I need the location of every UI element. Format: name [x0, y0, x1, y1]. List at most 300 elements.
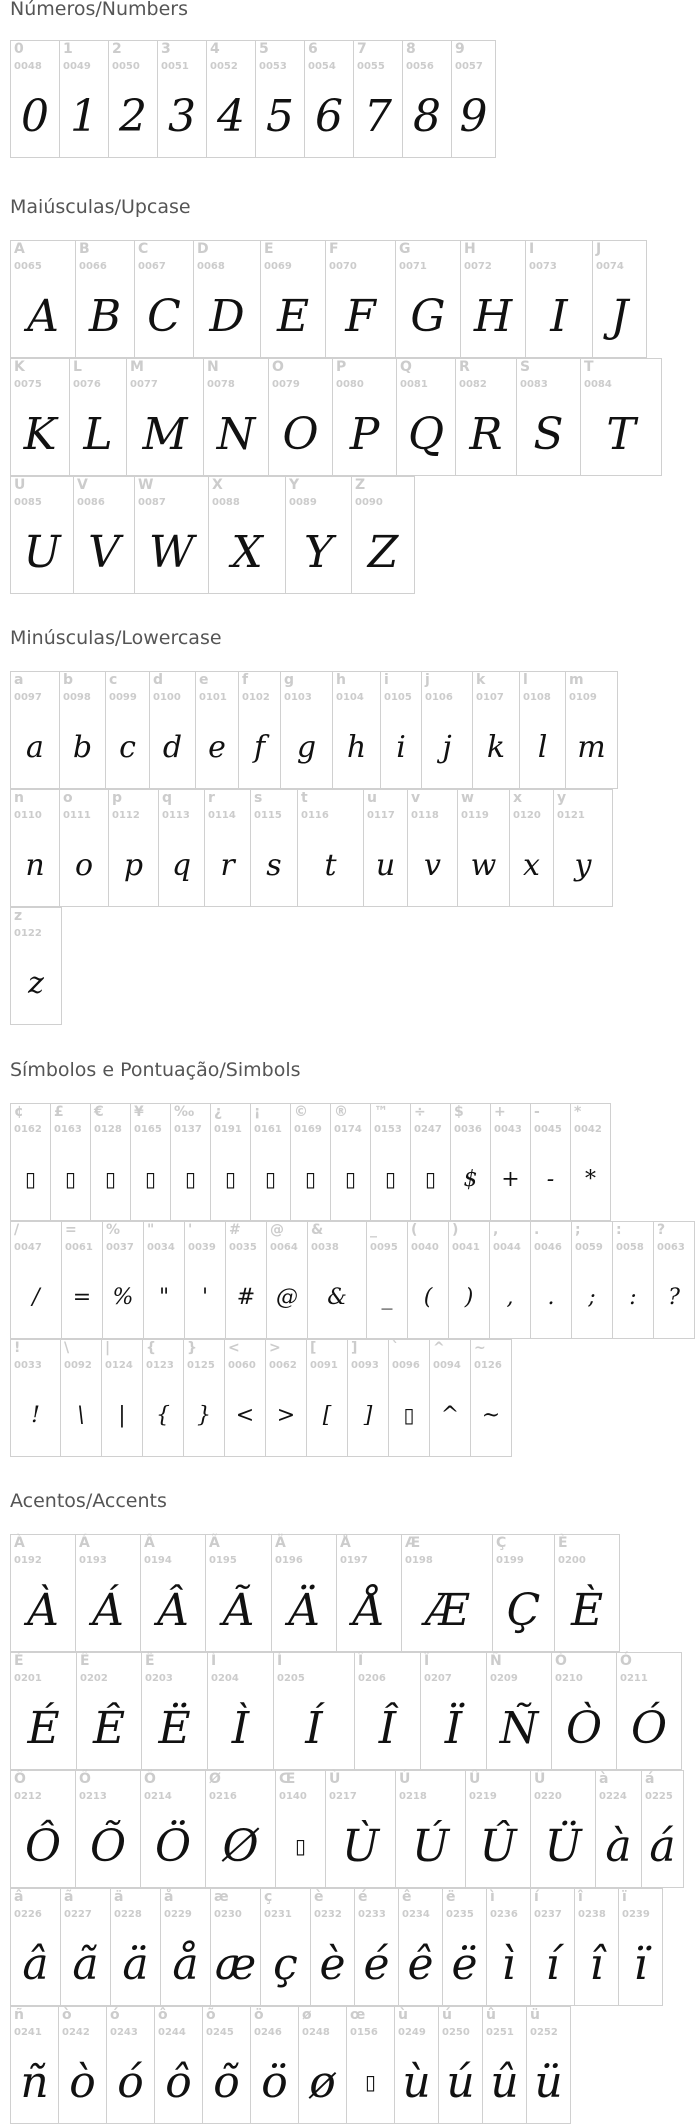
glyph-cell — [472, 671, 520, 789]
glyph-code: 0110 — [14, 810, 42, 821]
glyph-code: 0034 — [147, 1242, 175, 1253]
glyph-code: 0243 — [110, 2027, 138, 2038]
glyph-sample: ä — [122, 1938, 149, 1990]
glyph-code: 0228 — [114, 1909, 142, 1920]
glyph-label: * — [574, 1104, 582, 1120]
glyph-cell — [10, 358, 70, 476]
glyph-code: 0203 — [145, 1673, 173, 1684]
glyph-cell — [395, 240, 461, 358]
glyph-label: 7 — [357, 41, 367, 57]
glyph-cell — [10, 1103, 51, 1221]
glyph-cell — [266, 1221, 308, 1339]
glyph-label: ö — [254, 2007, 264, 2023]
glyph-sample: æ — [214, 1938, 257, 1990]
glyph-cell — [250, 1103, 291, 1221]
glyph-sample: ▯ — [424, 1167, 436, 1191]
glyph-code: 0106 — [425, 692, 453, 703]
glyph-sample: < — [235, 1402, 255, 1428]
glyph-sample: Æ — [424, 1584, 470, 1636]
glyph-code: 0088 — [212, 497, 240, 508]
glyph-code: 0205 — [277, 1673, 305, 1684]
glyph-cell — [10, 671, 60, 789]
glyph-row — [10, 2006, 683, 2124]
glyph-cell — [10, 1339, 61, 1457]
glyph-code: 0065 — [14, 261, 42, 272]
glyph-label: z — [14, 908, 23, 924]
glyph-label: y — [557, 790, 567, 806]
glyph-cell — [351, 476, 415, 594]
glyph-sample: Â — [157, 1584, 189, 1636]
glyph-label: , — [493, 1222, 499, 1238]
glyph-code: 0116 — [301, 810, 329, 821]
glyph-code: 0097 — [14, 692, 42, 703]
glyph-sample: î — [589, 1938, 604, 1990]
glyph-cell — [50, 1103, 91, 1221]
glyph-row — [10, 789, 617, 907]
glyph-label: Ç — [496, 1535, 507, 1551]
glyph-code: 0161 — [254, 1124, 282, 1135]
glyph-grid-accents — [10, 1534, 683, 2124]
glyph-code: 0048 — [14, 61, 42, 72]
glyph-cell — [10, 907, 62, 1025]
glyph-cell — [108, 789, 159, 907]
glyph-label: R — [459, 359, 470, 375]
glyph-label: \ — [64, 1340, 70, 1356]
glyph-code: 0060 — [228, 1360, 256, 1371]
glyph-label: Í — [277, 1653, 283, 1669]
glyph-label: è — [314, 1889, 324, 1905]
glyph-label: ê — [402, 1889, 412, 1905]
glyph-label: I — [529, 241, 535, 257]
glyph-code: 0252 — [530, 2027, 558, 2038]
glyph-cell — [354, 1652, 421, 1770]
glyph-cell — [154, 2006, 203, 2124]
glyph-cell — [354, 1888, 399, 2006]
glyph-sample: " — [158, 1284, 170, 1310]
glyph-code: 0092 — [64, 1360, 92, 1371]
glyph-cell — [183, 1339, 225, 1457]
glyph-sample: y — [574, 847, 592, 883]
glyph-code: 0230 — [214, 1909, 242, 1920]
glyph-cell — [490, 1103, 531, 1221]
glyph-cell — [149, 671, 196, 789]
glyph-sample: F — [345, 290, 376, 342]
glyph-sample: ñ — [20, 2056, 49, 2108]
glyph-sample: Ø — [222, 1820, 259, 1872]
glyph-label: Ò — [555, 1653, 567, 1669]
glyph-label: Ö — [144, 1771, 156, 1787]
glyph-code: 0101 — [199, 692, 227, 703]
glyph-code: 0119 — [461, 810, 489, 821]
glyph-sample: % — [112, 1284, 134, 1310]
glyph-sample: 2 — [119, 90, 147, 142]
glyph-code: 0058 — [616, 1242, 644, 1253]
glyph-cell — [202, 2006, 251, 2124]
glyph-sample: Ñ — [499, 1702, 539, 1754]
glyph-cell — [429, 1339, 471, 1457]
glyph-label: Õ — [79, 1771, 91, 1787]
glyph-label: t — [301, 790, 308, 806]
glyph-code: 0057 — [455, 61, 483, 72]
glyph-cell — [275, 1770, 326, 1888]
glyph-cell — [76, 1652, 142, 1770]
glyph-sample: S — [533, 408, 564, 460]
glyph-cell — [304, 40, 354, 158]
glyph-sample: ô — [165, 2056, 192, 2108]
glyph-label: ì — [490, 1889, 495, 1905]
glyph-cell — [653, 1221, 695, 1339]
glyph-cell — [224, 1339, 266, 1457]
glyph-label: H — [464, 241, 476, 257]
glyph-cell — [285, 476, 352, 594]
glyph-sample: Û — [479, 1820, 517, 1872]
glyph-label: 6 — [308, 41, 318, 57]
glyph-cell — [460, 240, 526, 358]
glyph-cell — [465, 1770, 531, 1888]
glyph-sample: Î — [378, 1702, 397, 1754]
glyph-label: Ü — [534, 1771, 546, 1787]
glyph-cell — [142, 1339, 184, 1457]
glyph-code: 0094 — [433, 1360, 461, 1371]
glyph-code: 0226 — [14, 1909, 42, 1920]
glyph-cell — [108, 40, 158, 158]
glyph-sample: Ç — [506, 1584, 541, 1636]
glyph-sample: Á — [92, 1584, 124, 1636]
glyph-code: 0251 — [486, 2027, 514, 2038]
glyph-sample: N — [216, 408, 256, 460]
glyph-sample: ▯ — [384, 1167, 396, 1191]
glyph-code: 0037 — [106, 1242, 134, 1253]
glyph-label: Ê — [80, 1653, 90, 1669]
glyph-cell — [59, 671, 106, 789]
glyph-sample: 5 — [266, 90, 294, 142]
glyph-sample: / — [32, 1284, 40, 1310]
glyph-label: å — [164, 1889, 174, 1905]
glyph-cell — [105, 671, 150, 789]
glyph-label: $ — [454, 1104, 464, 1120]
glyph-label: x — [513, 790, 523, 806]
glyph-code: 0241 — [14, 2027, 42, 2038]
glyph-code: 0250 — [442, 2027, 470, 2038]
glyph-cell — [160, 1888, 211, 2006]
glyph-sample: è — [319, 1938, 346, 1990]
glyph-cell — [489, 1221, 531, 1339]
glyph-sample: ó — [117, 2056, 144, 2108]
glyph-label: û — [486, 2007, 496, 2023]
glyph-label: G — [399, 241, 411, 257]
glyph-sample: ã — [72, 1938, 99, 1990]
glyph-label: á — [645, 1771, 655, 1787]
glyph-label: Y — [289, 477, 300, 493]
glyph-label: í — [534, 1889, 539, 1905]
glyph-sample: b — [72, 729, 93, 765]
glyph-code: 0213 — [79, 1791, 107, 1802]
glyph-label: é — [358, 1889, 368, 1905]
glyph-sample: ù — [402, 2056, 431, 2108]
glyph-label: e — [199, 672, 209, 688]
glyph-sample: > — [276, 1402, 296, 1428]
glyph-label: ` — [392, 1340, 399, 1356]
glyph-sample: z — [28, 965, 44, 1001]
glyph-label: ñ — [14, 2007, 24, 2023]
glyph-sample: ú — [446, 2056, 475, 2108]
glyph-cell — [102, 1221, 144, 1339]
glyph-code: 0165 — [134, 1124, 162, 1135]
glyph-row — [10, 671, 617, 789]
glyph-code: 0115 — [254, 810, 282, 821]
glyph-cell — [205, 1534, 272, 1652]
glyph-label: ' — [188, 1222, 193, 1238]
glyph-code: 0210 — [555, 1673, 583, 1684]
glyph-sample: } — [197, 1402, 211, 1428]
glyph-code: 0072 — [464, 261, 492, 272]
glyph-label: 3 — [161, 41, 171, 57]
glyph-label: j — [425, 672, 430, 688]
glyph-sample: ▯ — [184, 1167, 196, 1191]
glyph-sample: 6 — [315, 90, 343, 142]
glyph-code: 0070 — [329, 261, 357, 272]
glyph-code: 0220 — [534, 1791, 562, 1802]
glyph-sample: i — [396, 729, 406, 765]
glyph-label: ã — [64, 1889, 74, 1905]
glyph-code: 0041 — [452, 1242, 480, 1253]
glyph-sample: 4 — [217, 90, 245, 142]
glyph-code: 0128 — [94, 1124, 122, 1135]
glyph-cell — [388, 1339, 430, 1457]
glyph-sample: ▯ — [24, 1167, 36, 1191]
glyph-label: @ — [270, 1222, 284, 1238]
glyph-label: F — [329, 241, 339, 257]
glyph-label: X — [212, 477, 223, 493]
glyph-sample: C — [147, 290, 181, 342]
glyph-code: 0117 — [367, 810, 395, 821]
glyph-code: 0246 — [254, 2027, 282, 2038]
glyph-cell — [271, 1534, 337, 1652]
glyph-sample: 3 — [168, 90, 196, 142]
glyph-cell — [530, 1770, 596, 1888]
glyph-cell — [486, 1888, 531, 2006]
glyph-sample: h — [346, 729, 367, 765]
glyph-code: 0109 — [569, 692, 597, 703]
glyph-cell — [140, 1534, 206, 1652]
glyph-code: 0043 — [494, 1124, 522, 1135]
glyph-label: P — [336, 359, 347, 375]
glyph-code: 0046 — [534, 1242, 562, 1253]
glyph-sample: d — [162, 729, 183, 765]
glyph-code: 0234 — [402, 1909, 430, 1920]
glyph-label: m — [569, 672, 584, 688]
glyph-label: < — [228, 1340, 240, 1356]
glyph-label: 5 — [259, 41, 269, 57]
glyph-sample: = — [72, 1284, 92, 1310]
glyph-sample: Ò — [565, 1702, 603, 1754]
glyph-label: õ — [206, 2007, 216, 2023]
glyph-cell — [401, 1534, 493, 1652]
glyph-sample: V — [88, 526, 120, 578]
glyph-sample: ò — [69, 2056, 96, 2108]
glyph-label: Ú — [399, 1771, 411, 1787]
glyph-code: 0195 — [209, 1555, 237, 1566]
glyph-cell — [574, 1888, 619, 2006]
glyph-sample: I — [550, 290, 568, 342]
glyph-sample: $ — [463, 1166, 478, 1192]
glyph-code: 0199 — [496, 1555, 524, 1566]
glyph-label: À — [14, 1535, 25, 1551]
glyph-code: 0091 — [310, 1360, 338, 1371]
glyph-sample: Ê — [92, 1702, 126, 1754]
glyph-sample: õ — [213, 2056, 240, 2108]
glyph-row — [10, 476, 661, 594]
glyph-sample: Ä — [288, 1584, 320, 1636]
glyph-cell — [486, 1652, 552, 1770]
glyph-label: 8 — [406, 41, 416, 57]
glyph-label: Å — [340, 1535, 351, 1551]
glyph-sample: l — [537, 729, 548, 765]
glyph-code: 0081 — [400, 379, 428, 390]
glyph-label: 2 — [112, 41, 122, 57]
glyph-label: c — [109, 672, 118, 688]
glyph-code: 0084 — [584, 379, 612, 390]
glyph-cell — [10, 1221, 62, 1339]
glyph-sample: À — [27, 1584, 59, 1636]
glyph-cell — [255, 40, 305, 158]
glyph-code: 0077 — [130, 379, 158, 390]
glyph-label: Ø — [209, 1771, 221, 1787]
glyph-cell — [530, 1221, 572, 1339]
glyph-sample: X — [231, 526, 263, 578]
glyph-label: È — [558, 1535, 568, 1551]
glyph-label: Á — [79, 1535, 90, 1551]
glyph-code: 0079 — [272, 379, 300, 390]
glyph-cell — [482, 2006, 527, 2124]
glyph-label: } — [187, 1340, 197, 1356]
glyph-cell — [225, 1221, 267, 1339]
glyph-sample: ) — [464, 1284, 474, 1310]
glyph-code: 0122 — [14, 928, 42, 939]
glyph-code: 0036 — [454, 1124, 482, 1135]
glyph-sample: á — [649, 1820, 676, 1872]
glyph-cell — [363, 789, 408, 907]
glyph-label: n — [14, 790, 24, 806]
glyph-label: 1 — [63, 41, 73, 57]
glyph-code: 0237 — [534, 1909, 562, 1920]
glyph-code: 0068 — [197, 261, 225, 272]
glyph-code: 0137 — [174, 1124, 202, 1135]
glyph-sample: ì — [501, 1938, 516, 1990]
glyph-label: q — [162, 790, 173, 806]
glyph-code: 0089 — [289, 497, 317, 508]
glyph-sample: ▯ — [224, 1167, 236, 1191]
glyph-label: i — [384, 672, 389, 688]
glyph-cell — [69, 358, 127, 476]
glyph-label: ò — [62, 2007, 72, 2023]
glyph-sample: Ï — [444, 1702, 463, 1754]
glyph-label: ü — [530, 2007, 540, 2023]
glyph-cell — [208, 476, 286, 594]
glyph-sample: R — [469, 408, 503, 460]
glyph-sample: Ë — [158, 1702, 191, 1754]
glyph-sample: ï — [633, 1938, 648, 1990]
glyph-sample: à — [605, 1820, 632, 1872]
glyph-cell — [10, 1652, 77, 1770]
glyph-sample: ▯ — [64, 1167, 76, 1191]
glyph-code: 0113 — [162, 810, 190, 821]
glyph-code: 0086 — [77, 497, 105, 508]
glyph-cell — [184, 1221, 226, 1339]
glyph-cell — [509, 789, 554, 907]
glyph-sample: e — [208, 729, 226, 765]
glyph-code: 0200 — [558, 1555, 586, 1566]
glyph-cell — [141, 1652, 208, 1770]
glyph-label: Ù — [329, 1771, 341, 1787]
glyph-sample: J — [610, 290, 629, 342]
glyph-sample: ▯ — [294, 1834, 306, 1858]
glyph-cell — [59, 40, 109, 158]
glyph-label: ¿ — [214, 1104, 223, 1120]
glyph-sample: ( — [423, 1284, 433, 1310]
glyph-code: 0236 — [490, 1909, 518, 1920]
glyph-sample: 0 — [21, 90, 49, 142]
glyph-code: 0050 — [112, 61, 140, 72]
glyph-code: 0095 — [370, 1242, 398, 1253]
glyph-cell — [612, 1221, 654, 1339]
glyph-code: 0073 — [529, 261, 557, 272]
glyph-sample: q — [171, 847, 192, 883]
glyph-sample: ▯ — [403, 1403, 415, 1427]
glyph-sample: t — [324, 847, 337, 883]
glyph-code: 0194 — [144, 1555, 172, 1566]
glyph-sample: [ — [322, 1402, 332, 1428]
glyph-code: 0125 — [187, 1360, 215, 1371]
glyph-cell — [438, 2006, 483, 2124]
section-title-upcase: Maiúsculas/Upcase — [10, 196, 191, 218]
glyph-code: 0108 — [523, 692, 551, 703]
glyph-sample: , — [506, 1284, 514, 1310]
glyph-cell — [353, 40, 403, 158]
glyph-label: ó — [110, 2007, 120, 2023]
glyph-label: D — [197, 241, 209, 257]
glyph-cell — [195, 671, 239, 789]
glyph-label: " — [147, 1222, 155, 1238]
glyph-sample: ~ — [481, 1402, 501, 1428]
glyph-code: 0069 — [264, 261, 292, 272]
glyph-cell — [592, 240, 647, 358]
glyph-label: ‰ — [174, 1104, 195, 1120]
glyph-label: Ä — [275, 1535, 286, 1551]
glyph-cell — [421, 671, 473, 789]
glyph-label: ø — [302, 2007, 312, 2023]
glyph-code: 0083 — [520, 379, 548, 390]
glyph-code: 0100 — [153, 692, 181, 703]
glyph-sample: E — [276, 290, 310, 342]
glyph-code: 0140 — [279, 1791, 307, 1802]
glyph-row — [10, 240, 661, 358]
glyph-code: 0120 — [513, 810, 541, 821]
glyph-cell — [525, 240, 593, 358]
glyph-cell — [420, 1652, 487, 1770]
glyph-cell — [250, 789, 298, 907]
glyph-sample: U — [23, 526, 61, 578]
glyph-label: [ — [310, 1340, 317, 1356]
glyph-sample: M — [142, 408, 188, 460]
glyph-cell — [134, 476, 209, 594]
glyph-label: K — [14, 359, 25, 375]
glyph-code: 0078 — [207, 379, 235, 390]
glyph-row — [10, 40, 495, 158]
glyph-cell — [554, 1534, 620, 1652]
glyph-cell — [410, 1103, 451, 1221]
glyph-label: B — [79, 241, 90, 257]
